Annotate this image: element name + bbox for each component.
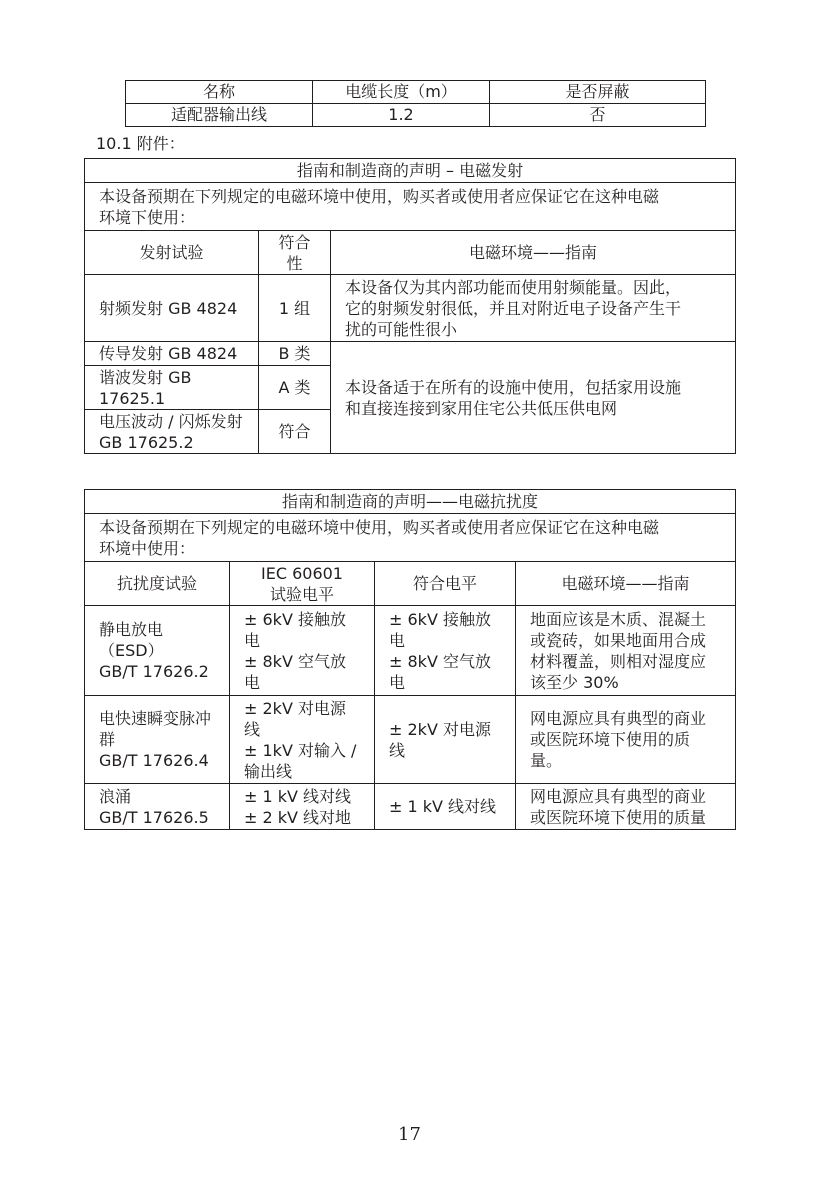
guidance-line: 扰的可能性很小 [345, 319, 458, 339]
compliance-flicker: 符合 [259, 410, 331, 454]
table-row [85, 275, 736, 342]
guidance-line: 网电源应具有典型的商业 [530, 709, 707, 728]
table-row [85, 696, 736, 784]
guidance-line: 网电源应具有典型的商业 [530, 786, 707, 806]
guidance-line: 本设备适于在所有的设施中使用，包括家用设施 [345, 377, 682, 397]
cable-table [125, 80, 706, 127]
intro-line: 本设备预期在下列规定的电磁环境中使用，购买者或使用者应保证它在这种电磁 [99, 517, 660, 537]
intro-line: 环境中使用： [99, 538, 196, 558]
guidance-line: 量。 [530, 751, 563, 770]
test-flicker [85, 410, 259, 454]
guidance-line: 和直接连接到家用住宅公共低压供电网 [345, 398, 618, 418]
guidance-line: 地面应该是木质、混凝土 [530, 609, 707, 629]
level-line: ± 2 kV 线对地 [244, 807, 352, 827]
test-esd [85, 606, 230, 696]
header-test-level [230, 562, 375, 606]
test-line: 17625.1 [99, 388, 166, 408]
level-line: 电 [244, 672, 261, 692]
test-line: （ESD） [99, 641, 164, 660]
test-eft [85, 696, 230, 784]
test-line: GB/T 17626.2 [99, 662, 209, 681]
header-guidance: 电磁环境——指南 [331, 231, 736, 275]
guidance-surge [516, 784, 736, 830]
comp-line: 线 [389, 740, 406, 760]
table-row [85, 183, 736, 231]
test-line: GB 17625.2 [99, 432, 194, 452]
guidance-rf [331, 275, 736, 342]
level-line: 线 [244, 719, 261, 739]
test-line: GB/T 17626.4 [99, 751, 209, 770]
level-line: 输出线 [244, 761, 293, 781]
header-emission-test: 发射试验 [85, 231, 259, 275]
cell-name: 适配器输出线 [126, 104, 313, 127]
test-line: 静电放电 [99, 620, 164, 639]
guidance-line: 或瓷砖，如果地面用合成 [530, 630, 707, 650]
annex-heading: 10.1 附件： [96, 134, 185, 153]
table-row [85, 159, 736, 183]
table-row [85, 606, 736, 696]
table-row [85, 342, 736, 366]
comp-line: 电 [389, 630, 406, 650]
table-row [85, 490, 736, 514]
header-line: IEC 60601 [261, 563, 343, 583]
header-line: 性 [286, 253, 303, 273]
guidance-line: 该至少 30% [530, 672, 619, 692]
table-row [85, 231, 736, 275]
guidance-line: 或医院环境下使用的质量 [530, 807, 707, 827]
comp-line: ± 8kV 空气放 [389, 651, 491, 671]
test-line: GB/T 17626.5 [99, 807, 209, 827]
guidance-other [331, 342, 736, 454]
header-shielded: 是否屏蔽 [490, 81, 706, 104]
test-harmonic [85, 366, 259, 410]
header-guidance: 电磁环境——指南 [516, 562, 736, 606]
test-surge [85, 784, 230, 830]
header-cable-length: 电缆长度（m） [313, 81, 490, 104]
test-conducted: 传导发射 GB 4824 [85, 342, 259, 366]
intro-line: 本设备预期在下列规定的电磁环境中使用，购买者或使用者应保证它在这种电磁 [99, 186, 660, 206]
header-compliance [259, 231, 331, 275]
page-number: 17 [398, 1124, 421, 1145]
guidance-eft [516, 696, 736, 784]
test-line: 群 [99, 730, 116, 749]
level-esd [230, 606, 375, 696]
comp-line: ± 2kV 对电源 [389, 719, 491, 739]
level-line: ± 6kV 接触放 [244, 609, 346, 629]
immunity-title: 指南和制造商的声明——电磁抗扰度 [85, 490, 736, 514]
immunity-table [84, 489, 736, 830]
cell-length: 1.2 [313, 104, 490, 127]
cell-shielded: 否 [490, 104, 706, 127]
compliance-surge: ± 1 kV 线对线 [375, 784, 516, 830]
table-row [85, 514, 736, 562]
guidance-line: 材料覆盖，则相对湿度应 [530, 651, 707, 671]
test-line: 电快速瞬变脉冲 [99, 709, 212, 728]
test-line: 电压波动 / 闪烁发射 [99, 411, 243, 431]
level-eft [230, 696, 375, 784]
compliance-conducted: B 类 [259, 342, 331, 366]
level-line: ± 2kV 对电源 [244, 698, 346, 718]
table-row [85, 784, 736, 830]
test-rf-emission: 射频发射 GB 4824 [85, 275, 259, 342]
compliance-harmonic: A 类 [259, 366, 331, 410]
header-compliance-level: 符合电平 [375, 562, 516, 606]
level-line: ± 8kV 空气放 [244, 651, 346, 671]
header-immunity-test: 抗扰度试验 [85, 562, 230, 606]
intro-line: 环境下使用： [99, 207, 196, 227]
level-line: 电 [244, 630, 261, 650]
header-line: 符合 [278, 232, 311, 252]
comp-line: ± 6kV 接触放 [389, 609, 491, 629]
emission-intro [85, 183, 736, 231]
compliance-rf: 1 组 [259, 275, 331, 342]
level-line: ± 1kV 对输入 / [244, 740, 357, 760]
emission-title: 指南和制造商的声明 – 电磁发射 [85, 159, 736, 183]
immunity-intro [85, 514, 736, 562]
table-row [85, 562, 736, 606]
table-row [126, 81, 706, 104]
header-name: 名称 [126, 81, 313, 104]
level-surge [230, 784, 375, 830]
header-line: 试验电平 [269, 584, 334, 604]
guidance-line: 它的射频发射很低，并且对附近电子设备产生干 [345, 298, 682, 318]
guidance-esd [516, 606, 736, 696]
level-line: ± 1 kV 线对线 [244, 786, 352, 806]
comp-line: 电 [389, 672, 406, 692]
table-row [126, 104, 706, 127]
compliance-esd [375, 606, 516, 696]
guidance-line: 或医院环境下使用的质 [530, 730, 691, 749]
guidance-line: 本设备仅为其内部功能而使用射频能量。因此， [345, 277, 682, 297]
emission-table [84, 158, 736, 454]
test-line: 浪涌 [99, 786, 132, 806]
test-line: 谐波发射 GB [99, 367, 192, 387]
compliance-eft [375, 696, 516, 784]
